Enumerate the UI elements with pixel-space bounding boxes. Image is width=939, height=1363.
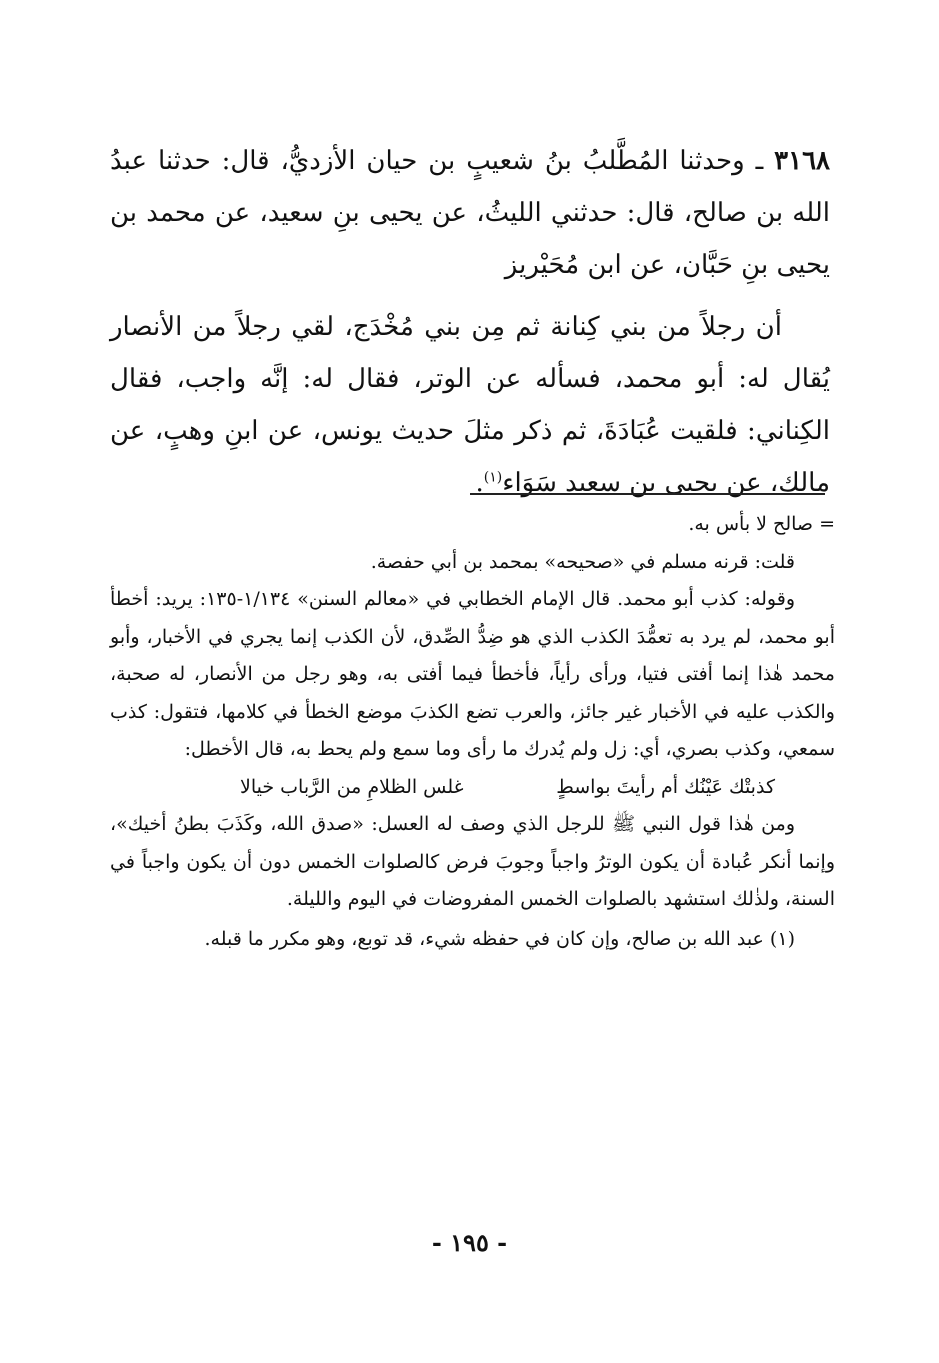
poetry-verse	[110, 769, 835, 807]
hadith-matn: أن رجلاً من بني كِنانة ثم مِن بني مُخْدَج، لقي رجلاً من الأنصار يُقال له: أبو محمد، فسأله عن الوتر، فقال له: إنَّه واجب، فقال الكِناني: فلقيت عُبَادَةَ، ثم ذكر مثلَ حديث يونس، عن ابنِ وهبٍ، عن مالك، عن يحيى بن سعيد سَوَاء	[110, 312, 830, 498]
verse-first-hemistich: كذبتْك عَيْنُك أم رأيتَ بواسطٍ	[556, 775, 775, 798]
footnote-reference: (١)	[483, 469, 503, 486]
note-continuation: = صالح لا بأس به.	[688, 513, 835, 535]
hadith-number: ٣١٦٨	[774, 146, 830, 176]
note-paragraph: ومن هٰذا قول النبي ﷺ للرجل الذي وصف له العسل: «صدق الله، وكَذَبَ بطنُ أخيك»، وإنما أنكر عُبادة أن يكون الوترُ واجباً وجوبَ فرض كالصلوات الخمس دون أن يكون واجباً في السنة، ولذٰلك استشهد بالصلوات الخمس المفروضات في اليوم والليلة.	[110, 813, 835, 910]
footnote-1: (١) عبد الله بن صالح، وإن كان في حفظه شيء، قد توبع، وهو مكرر ما قبله.	[204, 927, 795, 950]
page-number: - ١٩٥ -	[431, 1228, 508, 1257]
hadith-matn-paragraph	[110, 301, 830, 509]
hadith-isnad-paragraph	[110, 135, 830, 291]
footnotes-section	[110, 506, 835, 958]
note-paragraph: وقوله: كذب أبو محمد. قال الإمام الخطابي في «معالم السنن» ١/١٣٤-١٣٥: يريد: أخطأ أبو محمد، لم يرد به تعمُّدَ الكذب الذي هو ضِدُّ الصِّدق، لأن الكذب إنما يجري في الأخبار، وأبو محمد هٰذا إنما أفتى فتيا، ورأى رأياً، فأخطأ فيما أفتى به، وهو رجل من الأنصار، له صحبة، والكذب عليه في الأخبار غير جائز، والعرب تضع الكذبَ موضع الخطأ في كلامها، فتقول: كذب سمعي، وكذب بصري، أي: زل ولم يُدرك ما رأى وما سمع ولم يحط به، قال الأخطل:	[110, 588, 835, 760]
hadith-matn-end: .	[475, 468, 484, 498]
hadith-text	[110, 135, 830, 509]
verse-second-hemistich: غلس الظلامِ من الرَّباب خيالا	[240, 775, 464, 798]
footnote-separator	[470, 493, 825, 495]
hadith-isnad: ـ وحدثنا المُطَّلبُ بنُ شعيبٍ بن حيان الأزديُّ، قال: حدثنا عبدُ الله بن صالح، قال: حدثني الليثُ، عن يحيى بنِ سعيد، عن محمد بن يحيى بنِ حَبَّان، عن ابن مُحَيْريز	[110, 146, 830, 280]
note-paragraph: قلت: قرنه مسلم في «صحيحه» بمحمد بن أبي حفصة.	[370, 550, 795, 573]
